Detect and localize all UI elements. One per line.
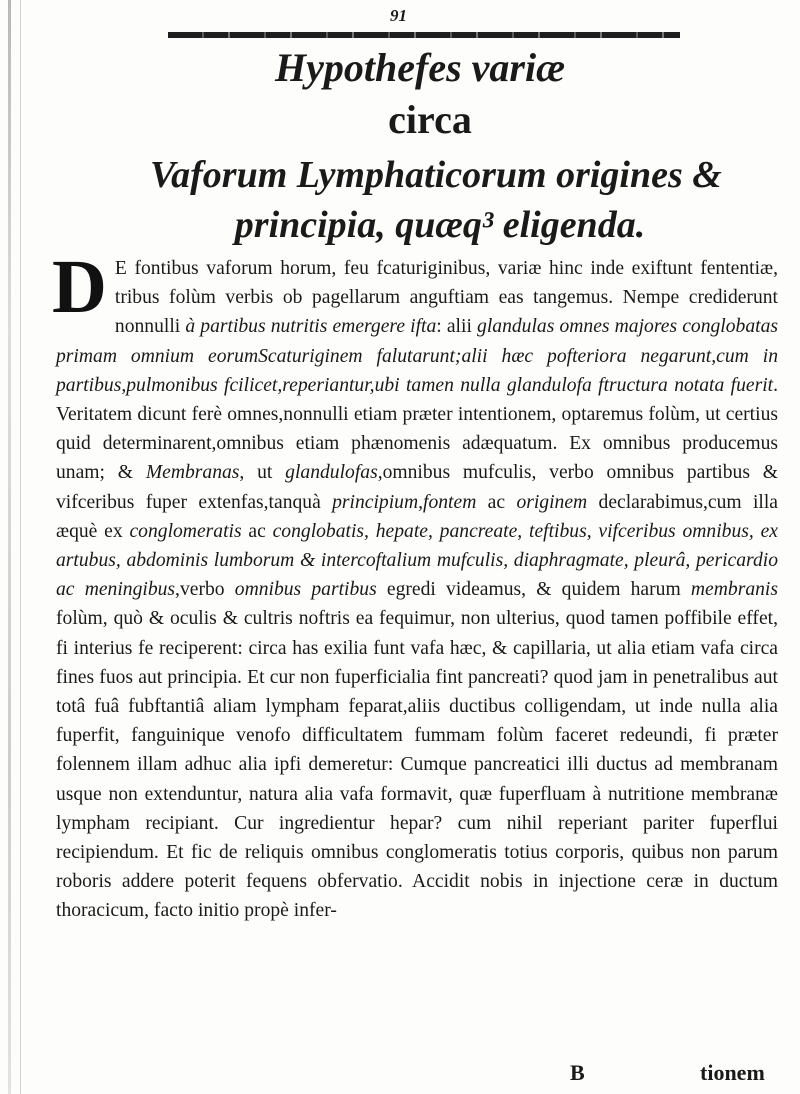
title-line-2: circa [388, 97, 472, 142]
margin-line [20, 0, 21, 1094]
italic-text-run: originem [516, 491, 588, 513]
text-run: ac [476, 491, 517, 513]
text-run: : alii [436, 316, 478, 338]
body-text [52, 245, 779, 926]
italic-text-run: conglobatis, hepate, pancreate, teftibus, vifceribus omnibus, ex artubus, abdominis lumborum & intercoftalium mufculis, diaphragmate, pleurâ, pericardio ac meningibus [56, 520, 778, 601]
italic-text-run: glandulofas [285, 462, 378, 484]
text-run: , ut [239, 462, 286, 484]
catchword: tionem [700, 1060, 765, 1085]
italic-text-run: principium,fontem [332, 491, 477, 513]
paragraph-content [56, 258, 778, 921]
text-run: ac [241, 520, 273, 542]
page-number: 91 [390, 6, 407, 25]
text-run: E fontibus vaforum horum, feu fcaturiginibus, variæ hinc inde exiftunt fententiæ, tribus folùm verbis ob pagellarum anguftiam eas tangemus. Nempe crediderunt nonnulli [114, 258, 778, 338]
title-line-1: Hypothefes variæ [275, 45, 565, 90]
italic-text-run: à partibus nutritis emergere ifta [185, 316, 437, 338]
title-line-4: principia, quæq³ eligenda. [234, 204, 646, 246]
title-line-3: Vaforum Lymphaticorum origines & [150, 154, 722, 196]
italic-text-run: omnibus partibus [234, 579, 377, 601]
text-run: ,verbo [175, 579, 235, 601]
text-run: declarabimus,cum illa æquè ex [56, 491, 778, 542]
chapter-title [150, 45, 722, 248]
italic-text-run: Membranas [145, 462, 240, 484]
text-run: . Veritatem dicunt ferè omnes,nonnulli etiam præter intentionem, optaremus folùm, ut certius quid determinarent,omnibus etiam phænomenis adæquatum. Ex omnibus producemus unam; & [56, 374, 778, 484]
text-run: folùm, quò & oculis & cultris noftris ea fequimur, non ulterius, quod tamen poffibile effet, fi interius fe reciperent: circa has exilia funt vafa hæc, & capillaria, ut alia etiam vafa circa fines fuos aut principia. Et cur non fuperficialia fint pancreati? quod jam in penetralibus aut totâ fuâ fubftantiâ aliam lympham feparat,aliis ductibus colligendam, ut inde nulla alia fuperfit, fanguinique venofo difficultatem fummam folùm faceret redeundi, fi præter folennem illam adhuc alia ipfi demeretur: Cumque pancreatici illi ductus ad membranam usque non extenduntur, natura alia vafa formavit, quæ fuperfluam à nutritione membranæ lympham recipiant. Cur ingredientur hepar? cum nihil reperiant pariter fuperflui recipiendum. Et fic de reliquis omnibus conglomeratis totius corporis, quibus non parum roboris addere poterit fequens obfervatio. Accidit nobis in injectione ceræ in ductum thoracicum, facto initio propè infer- [56, 608, 778, 922]
signature-mark: B [570, 1060, 585, 1085]
body-paragraph [52, 245, 779, 926]
italic-text-run: glandulas omnes majores conglobatas primam omnium eorumScaturiginem falutarunt;alii hæc pofteriora negarunt,cum in partibus,pulmonibus fcilicet,reperiantur,ubi tamen nulla glandulofa ftructura notata fuerit [56, 316, 778, 396]
italic-text-run: membranis [690, 579, 778, 601]
binding-edge [8, 0, 11, 1094]
drop-cap: D [52, 245, 107, 329]
text-run: ,omnibus mufculis, verbo omnibus partibus & vifceribus fuper extenfas,tanquà [56, 462, 779, 513]
header-ornament-rule [168, 32, 680, 38]
italic-text-run: conglomeratis [129, 520, 242, 542]
text-run: egredi videamus, & quidem harum [376, 579, 691, 601]
